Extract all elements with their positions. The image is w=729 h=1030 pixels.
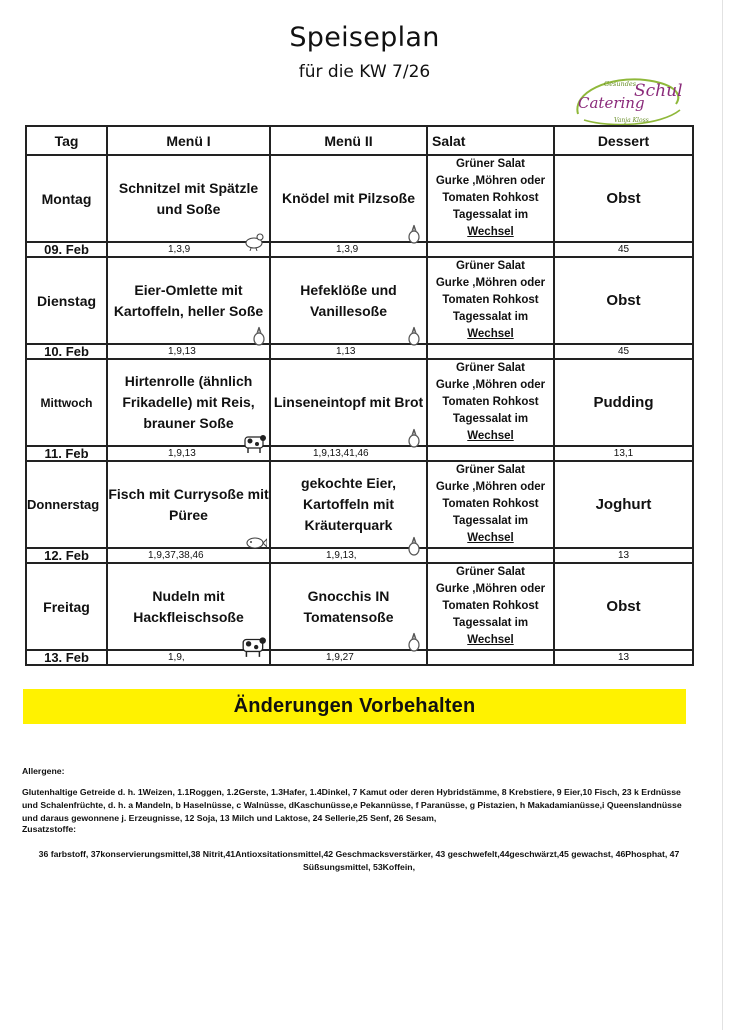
dessert-allergens: 13 (554, 650, 693, 665)
dessert-cell: Obst (554, 155, 693, 242)
school-catering-logo (570, 70, 688, 132)
date-label: 12. Feb (26, 548, 107, 563)
date-label: 10. Feb (26, 344, 107, 359)
menu-1-dish: Eier-Omlette mit Kartoffeln, heller Soße (107, 257, 270, 344)
dessert-allergens: 13,1 (554, 446, 693, 461)
header-menu-1: Menü I (107, 126, 270, 155)
menu-2-dish: gekochte Eier, Kartoffeln mit Kräuterquark (270, 461, 427, 548)
table-row (26, 257, 693, 344)
menu-2-dish: Gnocchis IN Tomatensoße (270, 563, 427, 650)
dessert-allergens: 45 (554, 242, 693, 257)
table-row-allergens (26, 344, 693, 359)
menu-1-allergens: 1,9,13 (107, 446, 270, 461)
table-row (26, 155, 693, 242)
page-subtitle: für die KW 7/26 (298, 62, 431, 82)
vegetable-icon (406, 325, 422, 347)
vegetable-icon (251, 325, 267, 347)
allergene-label: Allergene: (22, 766, 65, 776)
vegetable-icon (406, 427, 422, 449)
day-label: Dienstag (26, 257, 107, 344)
page-title: Speiseplan (289, 22, 440, 53)
menu-2-allergens: 1,3,9 (270, 242, 427, 257)
menu-table (25, 125, 694, 666)
cow-icon (243, 431, 267, 455)
date-label: 13. Feb (26, 650, 107, 665)
salad-allergens (427, 344, 554, 359)
table-header-row (26, 126, 693, 155)
menu-1-allergens: 1,9,13 (107, 344, 270, 359)
header-menu-2: Menü II (270, 126, 427, 155)
table-row (26, 563, 693, 650)
salad-allergens (427, 242, 554, 257)
cow-icon (241, 633, 267, 659)
table-row-allergens (26, 548, 693, 563)
zusatzstoffe-label: Zusatzstoffe: (22, 824, 77, 834)
day-label: Mittwoch (26, 359, 107, 446)
svg-text:Catering: Catering (578, 94, 645, 112)
vegetable-icon (406, 535, 422, 557)
header-salad: Salat (427, 126, 554, 155)
day-label: Freitag (26, 563, 107, 650)
dessert-cell: Obst (554, 257, 693, 344)
menu-2-allergens: 1,9,13, (270, 548, 427, 563)
salad-cell: Grüner Salat Gurke ,Möhren oder Tomaten Rohkost Tagessalat im Wechsel (427, 359, 554, 446)
table-row (26, 461, 693, 548)
changes-reserved-banner: Änderungen Vorbehalten (23, 689, 686, 724)
menu-2-dish: Knödel mit Pilzsoße (270, 155, 427, 242)
header-day: Tag (26, 126, 107, 155)
menu-1-allergens: 1,3,9 (107, 242, 270, 257)
vegetable-icon (406, 223, 422, 245)
date-label: 11. Feb (26, 446, 107, 461)
table-row-allergens (26, 446, 693, 461)
date-label: 09. Feb (26, 242, 107, 257)
menu-1-allergens: 1,9,37,38,46 (107, 548, 270, 563)
salad-cell: Grüner Salat Gurke ,Möhren oder Tomaten Rohkost Tagessalat im Wechsel (427, 257, 554, 344)
dessert-cell: Obst (554, 563, 693, 650)
salad-allergens (427, 650, 554, 665)
allergene-text: Glutenhaltige Getreide d. h. 1Weizen, 1.1Roggen, 1.2Gerste, 1.3Hafer, 1.4Dinkel, 7 Kamut oder deren Hybridstämme, 8 Krebstiere, 9 Eier,10 Fisch, 23 k Erdnüsse und Schalenfrüchte, d. h. a Mandeln, b Haselnüsse, c Walnüsse, dKaschunüsse,e Pekannüsse, f Paranüsse, g Pistazien, h Makadamianüsse,i Queenslandnüsse und daraus gewonnene j. Erzeugnisse, 12 Soja, 13 Milch und Laktose, 24 Sellerie,25 Senf, 26 Sesam, (22, 787, 682, 823)
svg-text:Gesundes: Gesundes (604, 80, 637, 88)
salad-cell: Grüner Salat Gurke ,Möhren oder Tomaten Rohkost Tagessalat im Wechsel (427, 563, 554, 650)
menu-1-dish: Hirtenrolle (ähnlich Frikadelle) mit Reis, brauner Soße (107, 359, 270, 446)
vegetable-icon (406, 631, 422, 653)
svg-text:Vanja Kloss: Vanja Kloss (614, 117, 649, 124)
day-label: Montag (26, 155, 107, 242)
salad-allergens (427, 548, 554, 563)
table-row-allergens (26, 242, 693, 257)
menu-2-allergens: 1,13 (270, 344, 427, 359)
table-row (26, 359, 693, 446)
menu-1-dish: Fisch mit Currysoße mit Püree (107, 461, 270, 548)
menu-1-dish: Schnitzel mit Spätzle und Soße (107, 155, 270, 242)
chicken-icon (243, 231, 265, 251)
fish-icon (245, 533, 267, 553)
menu-2-allergens: 1,9,27 (270, 650, 427, 665)
salad-allergens (427, 446, 554, 461)
salad-cell: Grüner Salat Gurke ,Möhren oder Tomaten Rohkost Tagessalat im Wechsel (427, 155, 554, 242)
table-row-allergens (26, 650, 693, 665)
dessert-allergens: 13 (554, 548, 693, 563)
menu-2-dish: Hefeklöße und Vanillesoße (270, 257, 427, 344)
day-label: Donnerstag (26, 461, 107, 548)
menu-1-dish: Nudeln mit Hackfleischsoße (107, 563, 270, 650)
page-edge (722, 0, 723, 1030)
header-dessert: Dessert (554, 126, 693, 155)
menu-1-allergens: 1,9, (107, 650, 270, 665)
svg-text:Schul: Schul (634, 81, 683, 101)
dessert-cell: Pudding (554, 359, 693, 446)
menu-2-allergens: 1,9,13,41,46 (270, 446, 427, 461)
salad-cell: Grüner Salat Gurke ,Möhren oder Tomaten Rohkost Tagessalat im Wechsel (427, 461, 554, 548)
menu-2-dish: Linseneintopf mit Brot (270, 359, 427, 446)
dessert-allergens: 45 (554, 344, 693, 359)
zusatzstoffe-text: 36 farbstoff, 37konservierungsmittel,38 Nitrit,41Antioxsitationsmittel,42 Geschmacksverstärker, 43 geschwefelt,44geschwärzt,45 gewachst, 46Phosphat, 47 Süßsungsmittel, 53Koffein, (38, 849, 680, 872)
dessert-cell: Joghurt (554, 461, 693, 548)
